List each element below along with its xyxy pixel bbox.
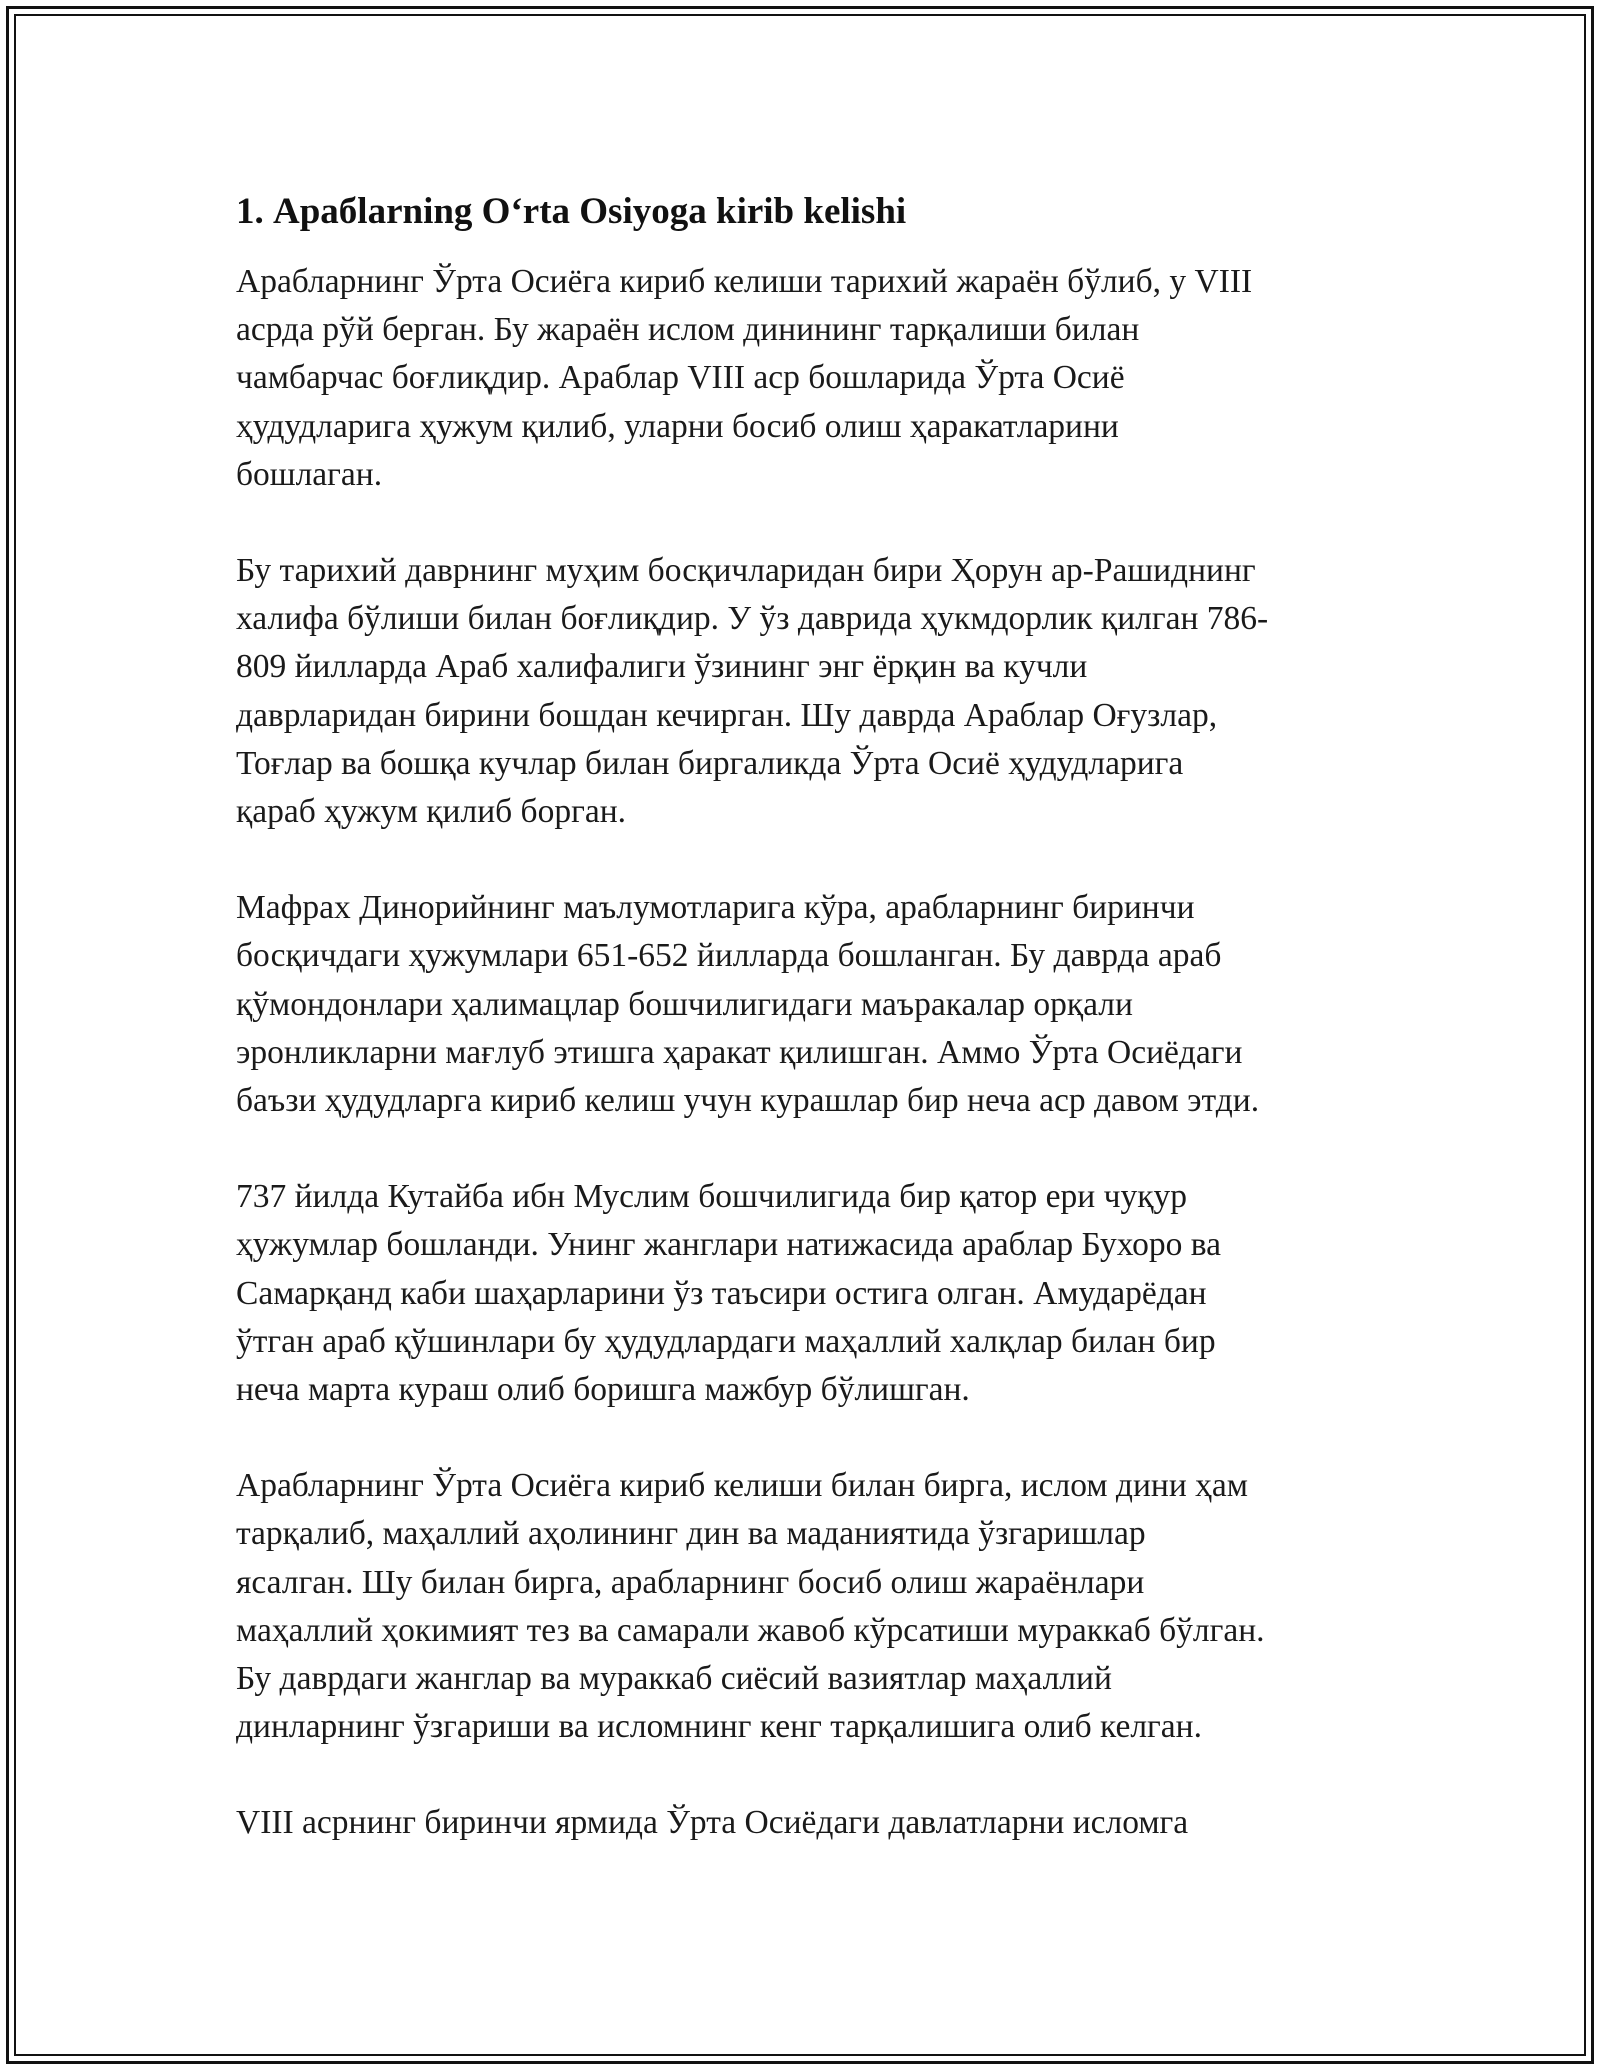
document-title: 1. Арaбlarning O‘rta Osiyoga kirib kelishi	[236, 191, 907, 232]
paragraph-3: Мафрах Динорийнинг маълумотларига кўра, арабларнинг биринчи босқичдаги ҳужумлари 651-652 йилларда бошланган. Бу даврда араб қўмондонлари ҳалимацлар бошчилигидаги маъракалар орқали эронликларни мағлуб этишга ҳаракат қилишган. Аммо Ўрта Осиёдаги баъзи ҳудудларга кириб келиш учун курашлар бир неча аср давом этди.	[236, 889, 1260, 1120]
paragraph-6: VIII асрнинг биринчи ярмида Ўрта Осиёдаги давлатларни исломга	[236, 1804, 1189, 1842]
paragraph-4: 737 йилда Кутайба ибн Муслим бошчилигида бир қатор ери чуқур ҳужумлар бошланди. Унинг жанглари натижасида араблар Бухоро ва Самарқанд каби шаҳарларини ўз таъсири остига олган. Амударёдан ўтган араб қўшинлари бу ҳудудлардаги маҳаллий халқлар билан бир неча марта кураш олиб боришга мажбур бўлишган.	[236, 1178, 1222, 1409]
document-body	[236, 188, 1396, 1896]
paragraph-2: Бу тарихий даврнинг муҳим босқичларидан бири Ҳорун ар-Рашиднинг халифа бўлиши билан боғлиқдир. У ўз даврида ҳукмдорлик қилган 786- 809 йилларда Араб халифалиги ўзининг энг ёрқин ва кучли даврларидан бирини бошдан кечирган. Шу даврда Араблар Оғузлар, Тоғлар ва бошқа кучлар билан биргаликда Ўрта Осиё ҳудудларига қараб ҳужум қилиб борган.	[236, 552, 1269, 831]
paragraph-1: Арабларнинг Ўрта Осиёга кириб келиши тарихий жараён бўлиб, у VIII асрда рўй берган. Бу жараён ислом динининг тарқалиши билан чамбарчас боғлиқдир. Араблар VIII аср бошларида Ўрта Осиё ҳудудларига ҳужум қилиб, уларни босиб олиш ҳаракатларини бошлаган.	[236, 263, 1253, 493]
paragraph-5: Арабларнинг Ўрта Осиёга кириб келиши билан бирга, ислом дини ҳам тарқалиб, маҳаллий аҳолининг дин ва маданиятида ўзгаришлар ясалган. Шу билан бирга, арабларнинг босиб олиш жараёнлари маҳаллий ҳокимият тез ва самарали жавоб кўрсатиши мураккаб бўлган. Бу даврдаги жанглар ва мураккаб сиёсий вазиятлар маҳаллий динларнинг ўзгариши ва исломнинг кенг тарқалишига олиб келган.	[236, 1467, 1265, 1746]
